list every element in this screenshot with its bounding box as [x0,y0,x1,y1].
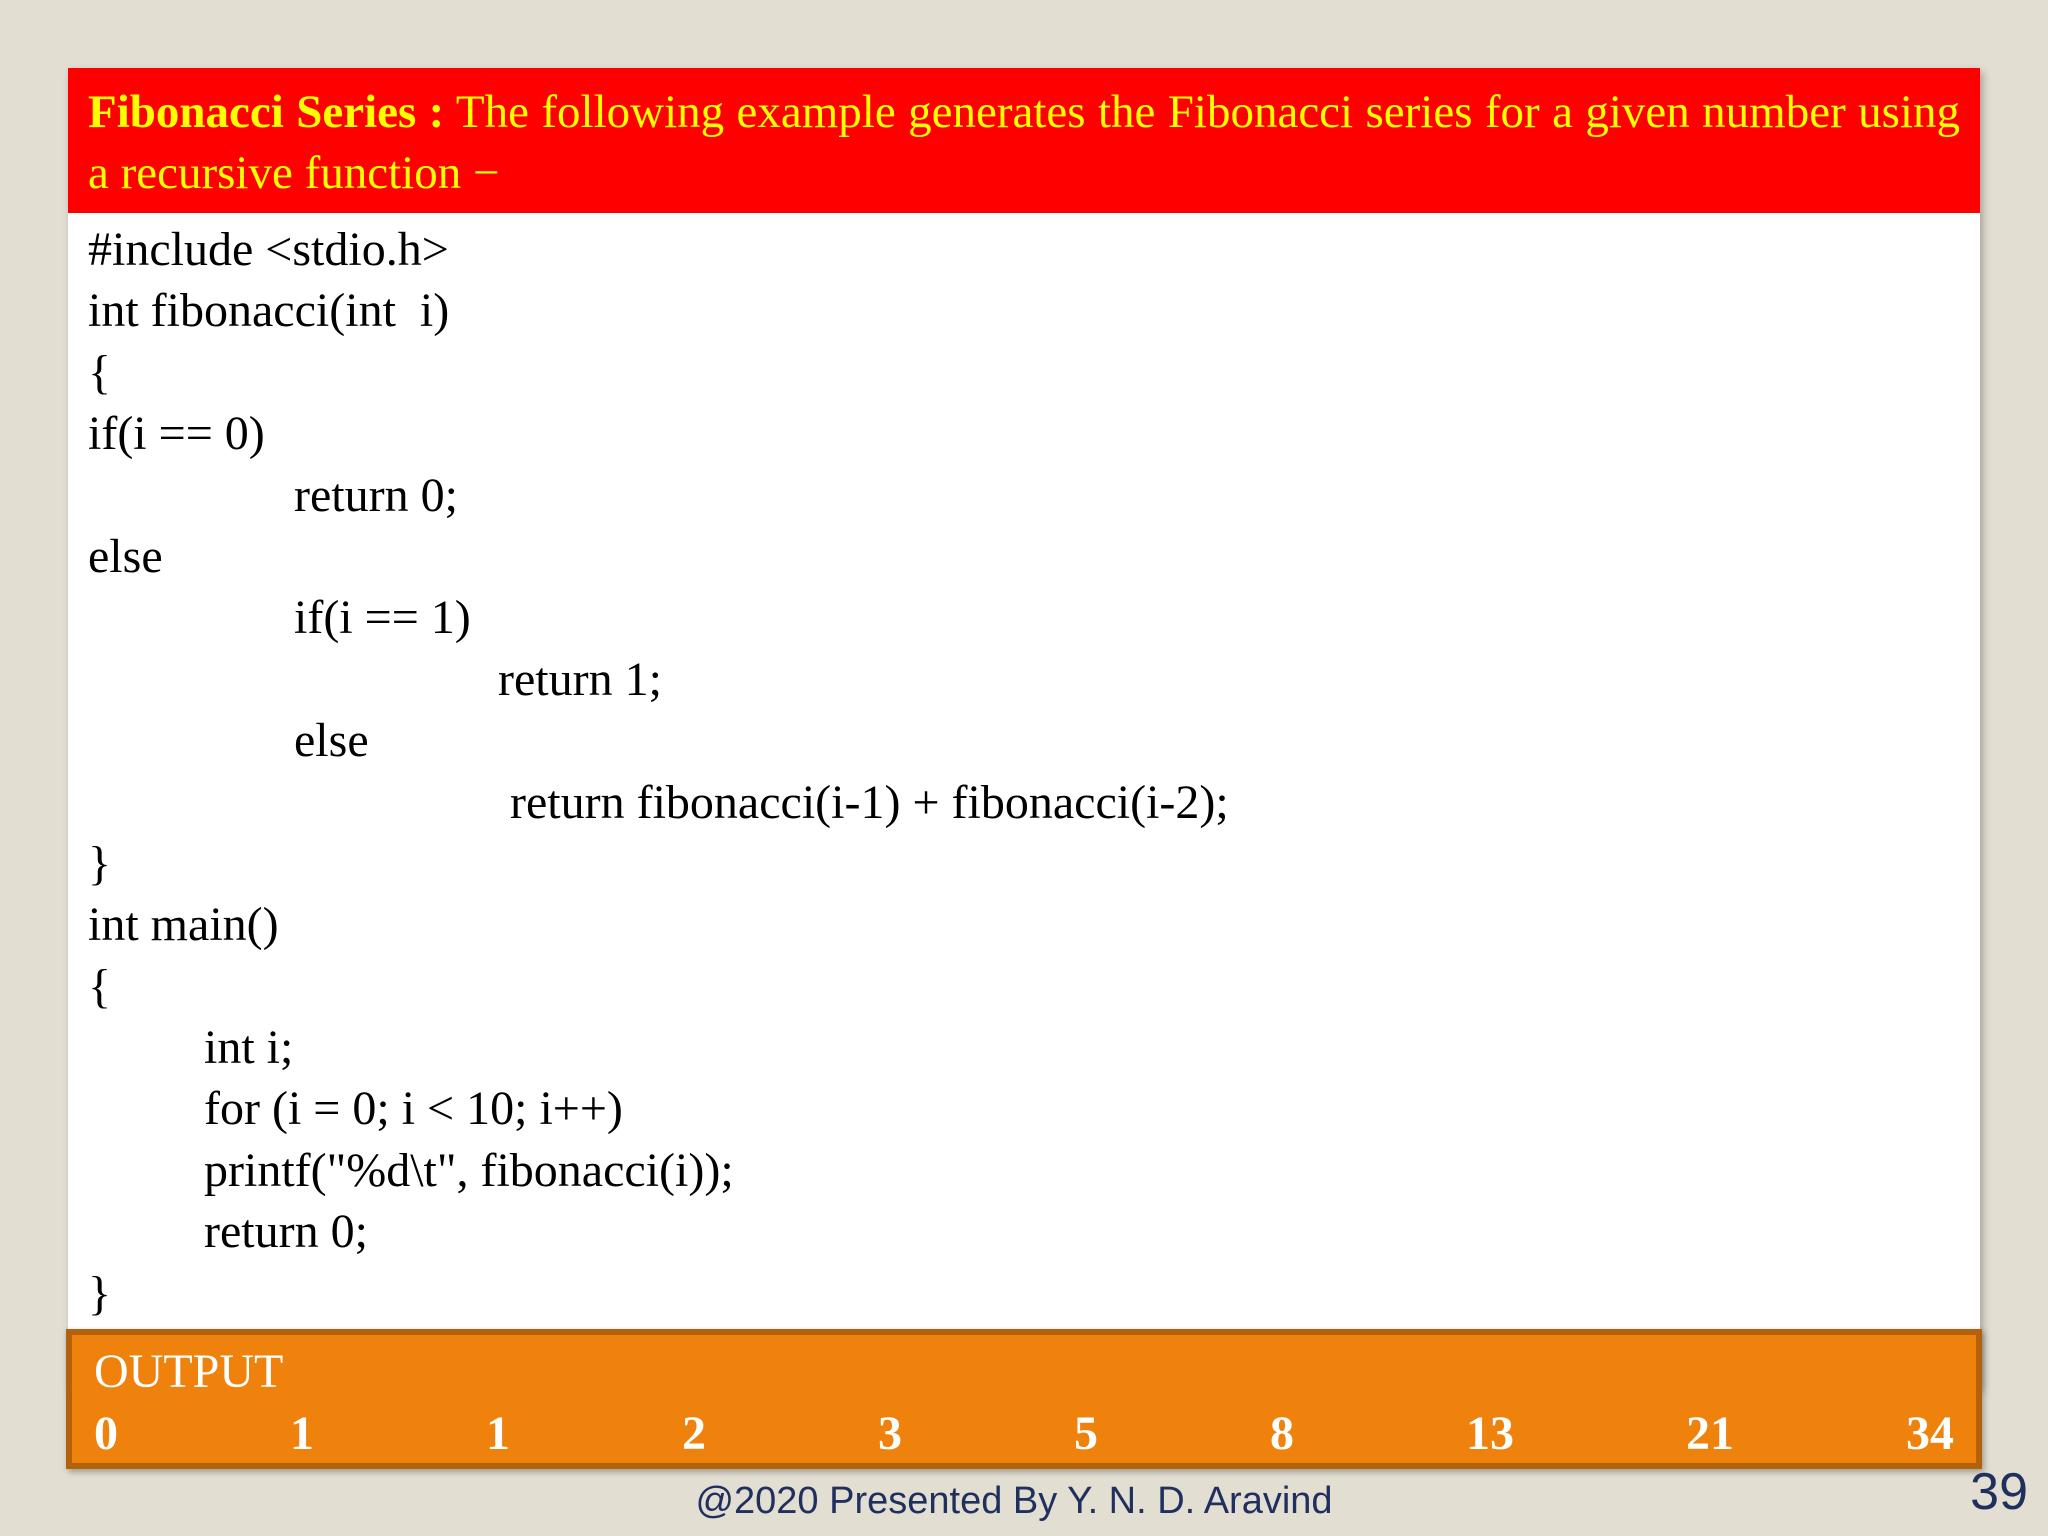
output-value: 0 [94,1406,118,1460]
code-line: else [88,529,163,583]
header-title: Fibonacci Series : [88,86,445,138]
output-value: 34 [1906,1406,1954,1460]
code-line: return fibonacci(i-1) + fibonacci(i-2); [510,775,1229,829]
output-value: 2 [682,1406,706,1460]
output-value: 3 [878,1406,902,1460]
output-value: 5 [1074,1406,1098,1460]
code-line: return 0; [204,1205,368,1259]
code-line: { [88,959,112,1013]
code-line: } [88,1266,112,1320]
output-value: 8 [1270,1406,1294,1460]
code-line: for (i = 0; i < 10; i++) [204,1082,623,1136]
code-line: int fibonacci(int i) [88,284,450,338]
code-line: return 1; [498,652,662,706]
output-values [94,1403,1954,1463]
code-line: printf("%d\t", fibonacci(i)); [204,1143,734,1197]
code-line: if(i == 0) [88,407,265,461]
page-number: 39 [1970,1463,2028,1521]
output-title: OUTPUT [94,1345,284,1398]
code-line: return 0; [294,468,458,522]
code-line: } [88,836,112,890]
footer-credit [0,1480,2048,1523]
footer-credit-text: @2020 Presented By Y. N. D. Aravind [695,1480,1333,1522]
output-value: 13 [1466,1406,1514,1460]
code-line: else [294,714,369,768]
code-line: #include <stdio.h> [88,223,449,276]
output-box [66,1329,1982,1469]
slide-header [68,68,1980,213]
code-line: if(i == 1) [294,591,471,645]
output-value: 1 [290,1406,314,1460]
output-value: 21 [1686,1406,1734,1460]
code-block [88,219,1938,1324]
code-line: int main() [88,898,279,952]
code-line: { [88,345,112,399]
output-value: 1 [486,1406,510,1460]
code-line: int i; [204,1021,294,1075]
header-description: The following example generates the Fibonacci series for a given number using a recursive function − [88,86,1960,199]
